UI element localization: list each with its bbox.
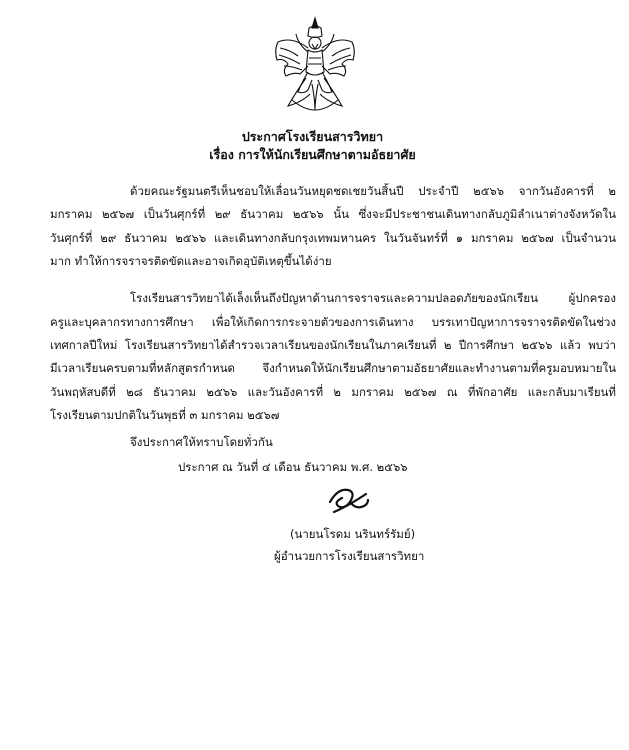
paragraph-1-line: มกราคม ๒๕๖๗ เป็นวันศุกร์ที่ ๒๙ ธันวาคม ๒๕๖๖ นั้น ซึ่งจะมีประชาชนเดินทางกลับภูมิลำเนาต่างจังหวัดใน (50, 207, 616, 221)
paragraph-2-line: โรงเรียนตามปกติในวันพุธที่ ๓ มกราคม ๒๕๖๗ (50, 408, 280, 422)
paragraph-1-line: ด้วยคณะรัฐมนตรีเห็นชอบให้เลื่อนวันหยุดชดเชยวันสิ้นปี ประจำปี ๒๕๖๖ จากวันอังคารที่ ๒ (130, 184, 616, 198)
paragraph-2-line: ครูและบุคลากรทางการศึกษา เพื่อให้เกิดการกระจายตัวของการเดินทาง บรรเทาปัญหาการจราจรติดขัดในช่วง (50, 315, 616, 329)
announcement-title: ประกาศโรงเรียนสารวิทยา (241, 129, 384, 144)
handwritten-signature-icon (326, 482, 372, 518)
paragraph-2-line: วันพฤหัสบดีที่ ๒๘ ธันวาคม ๒๕๖๖ และวันอังคารที่ ๒ มกราคม ๒๕๖๗ ณ ที่พักอาศัย และกลับมาเรียนที่ (50, 385, 616, 399)
paragraph-2-line: เทศกาลปีใหม่ โรงเรียนสารวิทยาได้สำรวจเวลาเรียนของนักเรียนในภาคเรียนที่ ๒ ปีการศึกษา ๒๕๖๖ แล้ว พบว่า (50, 338, 616, 352)
paragraph-1-line: มาก ทำให้การจราจรติดขัดและอาจเกิดอุบัติเหตุขึ้นได้ง่าย (50, 254, 332, 268)
announcement-date: ประกาศ ณ วันที่ ๔ เดือน ธันวาคม พ.ศ. ๒๕๖๖ (178, 460, 408, 474)
signatory-position: ผู้อำนวยการโรงเรียนสารวิทยา (274, 549, 425, 563)
paragraph-1-line: วันศุกร์ที่ ๒๙ ธันวาคม ๒๕๖๖ และเดินทางกลับกรุงเทพมหานคร ในวันจันทร์ที่ ๑ มกราคม ๒๕๖๗ เป็นจำนวน (50, 231, 616, 245)
garuda-emblem-icon (268, 14, 362, 114)
announcement-subject: เรื่อง การให้นักเรียนศึกษาตามอัธยาศัย (209, 147, 416, 162)
paragraph-2-line: มีเวลาเรียนครบตามที่หลักสูตรกำหนด จึงกำหนดให้นักเรียนศึกษาตามอัธยาศัยและทำงานตามที่ครูมอบหมายใน (50, 361, 616, 375)
signatory-name: (นายนโรดม นรินทร์รัมย์) (290, 527, 416, 541)
closing-statement: จึงประกาศให้ทราบโดยทั่วกัน (130, 435, 273, 449)
paragraph-2-line: โรงเรียนสารวิทยาได้เล็งเห็นถึงปัญหาด้านการจราจรและความปลอดภัยของนักเรียน ผู้ปกครอง (130, 291, 616, 305)
